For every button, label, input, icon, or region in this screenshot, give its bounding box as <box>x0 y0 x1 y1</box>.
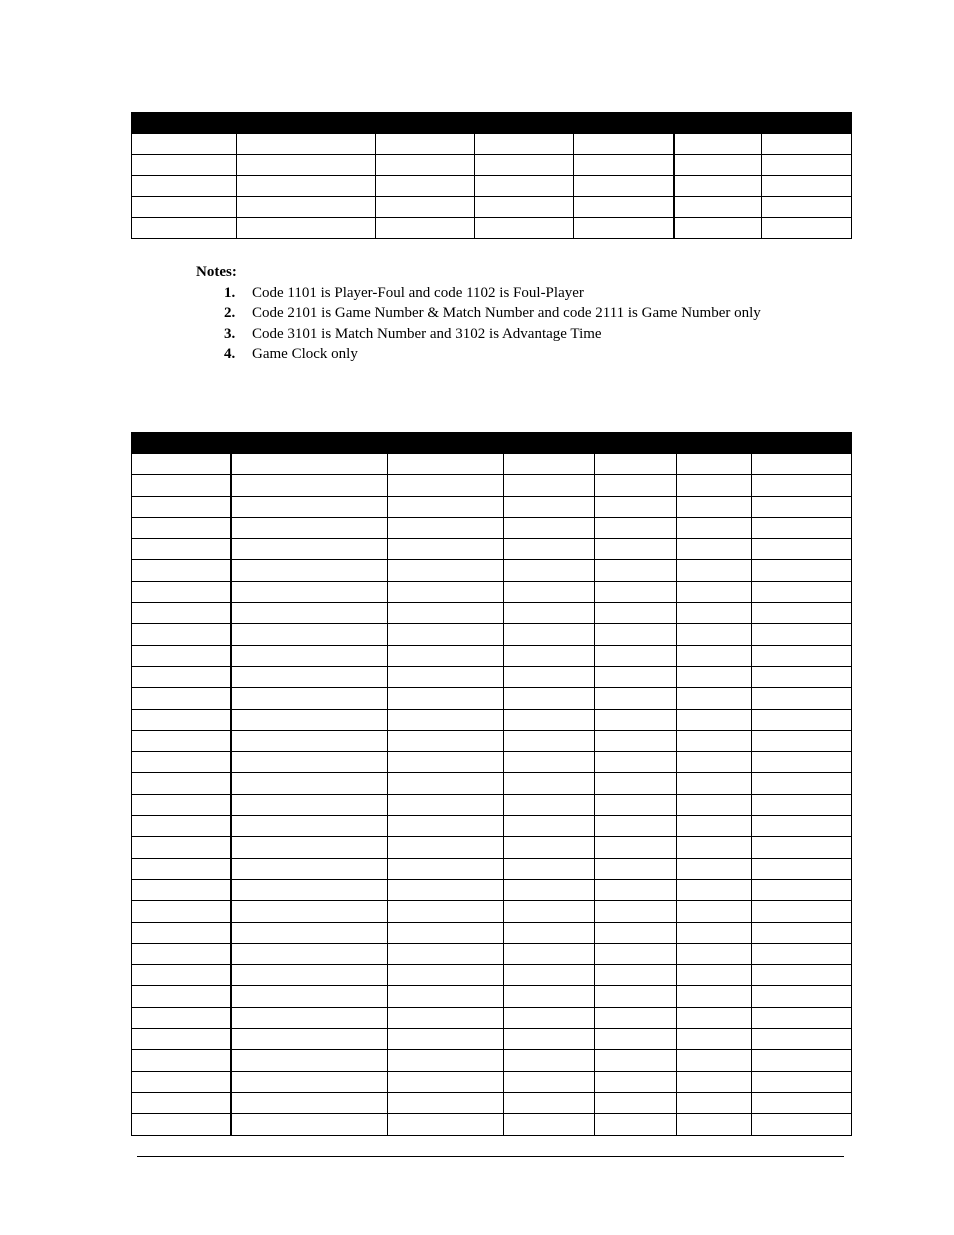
header-cell <box>132 113 852 134</box>
table-row <box>132 624 852 645</box>
table-row <box>132 879 852 900</box>
table-row <box>132 943 852 964</box>
table-row <box>132 922 852 943</box>
table-row <box>132 1071 852 1092</box>
table-row <box>132 986 852 1007</box>
table-header-row <box>132 113 852 134</box>
table-row <box>132 688 852 709</box>
table-row <box>132 517 852 538</box>
table-row <box>132 176 852 197</box>
notes-section <box>196 262 761 365</box>
notes-title: Notes: <box>196 264 237 280</box>
table-row <box>132 666 852 687</box>
table-row <box>132 1092 852 1113</box>
table-row <box>132 901 852 922</box>
table-row <box>132 1029 852 1050</box>
table-row <box>132 794 852 815</box>
table-row <box>132 730 852 751</box>
table-row <box>132 645 852 666</box>
table-row <box>132 837 852 858</box>
note-item <box>196 324 761 345</box>
table-body <box>132 454 852 1136</box>
footer-rule <box>137 1156 844 1157</box>
note-number: 4. <box>224 346 236 362</box>
table-row <box>132 1114 852 1135</box>
note-number: 2. <box>224 305 236 321</box>
note-text: Code 1101 is Player-Foul and code 1102 is Foul-Player <box>252 284 584 301</box>
note-number: 1. <box>224 284 236 301</box>
note-item <box>196 344 761 365</box>
table-row <box>132 454 852 475</box>
table-row <box>132 1007 852 1028</box>
header-cell <box>132 433 852 454</box>
table-row <box>132 816 852 837</box>
table-row <box>132 475 852 496</box>
note-text: Game Clock only <box>252 346 358 362</box>
table-row <box>132 603 852 624</box>
notes-list <box>196 283 761 365</box>
table-row <box>132 218 852 239</box>
table-header-row <box>132 433 852 454</box>
table-row <box>132 752 852 773</box>
table-row <box>132 773 852 794</box>
note-number: 3. <box>224 325 236 342</box>
table-row <box>132 560 852 581</box>
table-row <box>132 965 852 986</box>
note-item <box>196 283 761 304</box>
table-row <box>132 134 852 155</box>
table-row <box>132 858 852 879</box>
note-text: Code 2101 is Game Number & Match Number and code 2111 is Game Number only <box>252 305 761 321</box>
table-row <box>132 155 852 176</box>
table-row <box>132 197 852 218</box>
top-code-table <box>131 112 852 239</box>
note-item <box>196 303 761 324</box>
table-row <box>132 581 852 602</box>
table-row <box>132 1050 852 1071</box>
bottom-code-table <box>131 432 852 1136</box>
table-row <box>132 539 852 560</box>
table-row <box>132 709 852 730</box>
table-row <box>132 496 852 517</box>
note-text: Code 3101 is Match Number and 3102 is Advantage Time <box>252 325 602 342</box>
